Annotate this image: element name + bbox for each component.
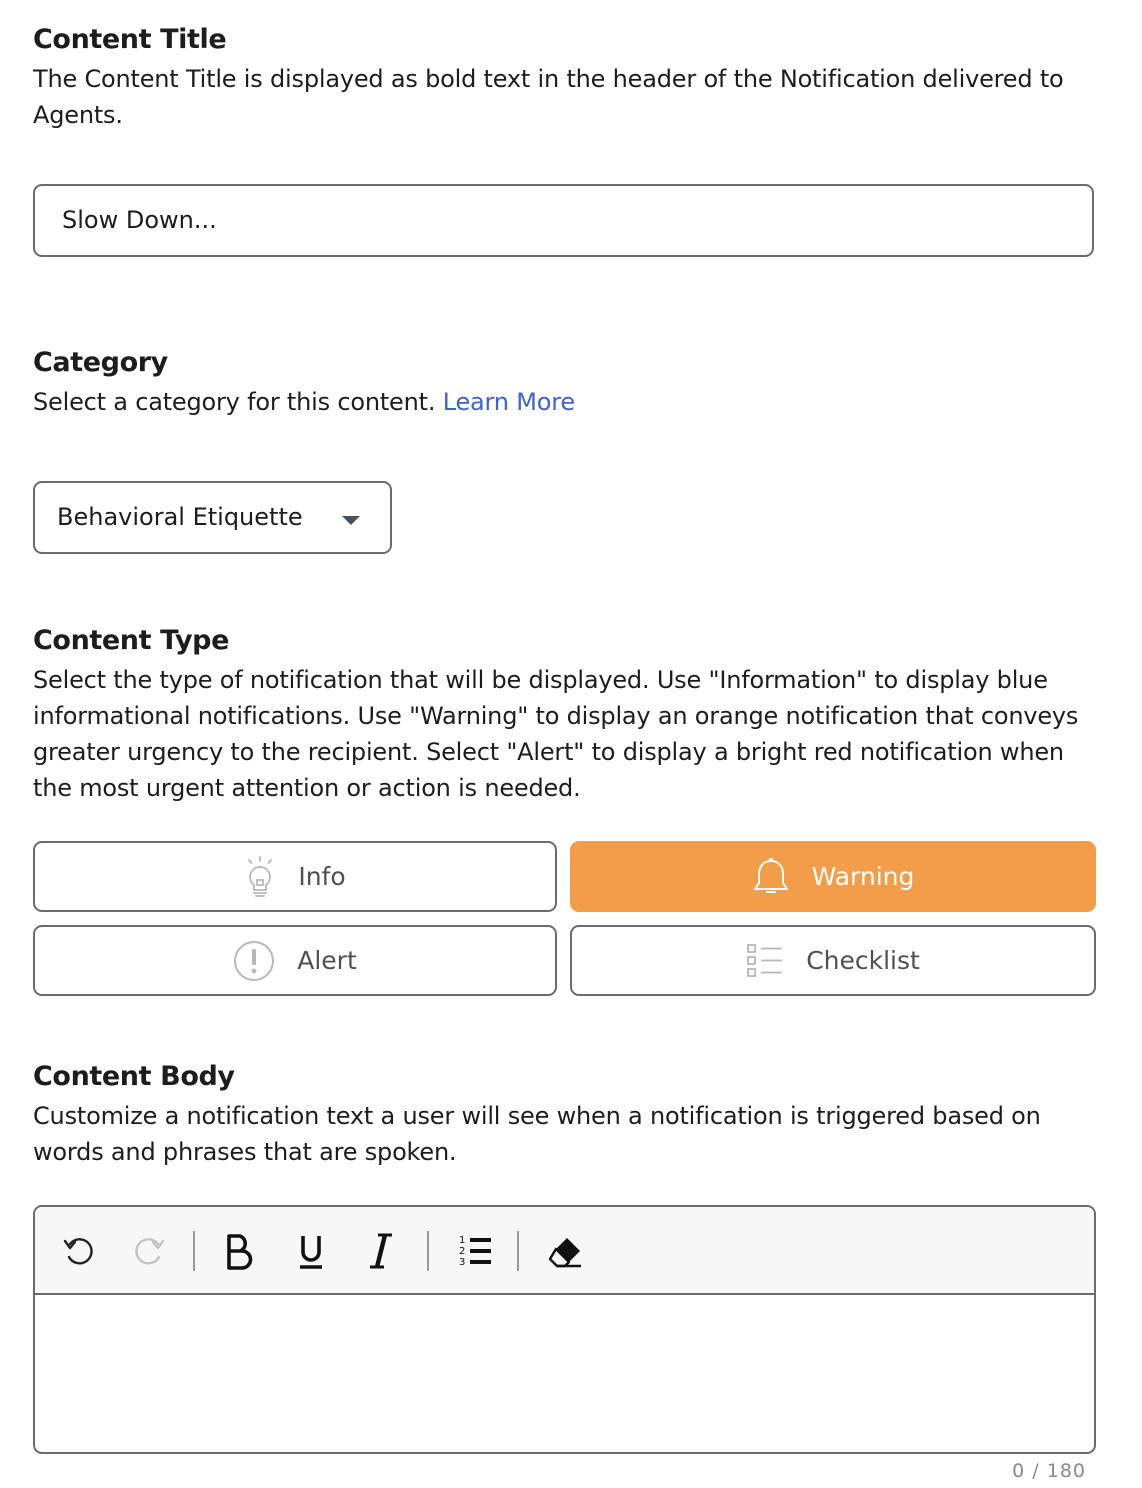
ordered-list-icon[interactable]	[453, 1229, 497, 1273]
content-type-heading: Content Type	[33, 625, 229, 656]
svg-text:2: 2	[459, 1246, 466, 1257]
toolbar-separator	[517, 1231, 519, 1271]
content-type-warning-label: Warning	[811, 862, 915, 891]
bold-icon[interactable]	[217, 1229, 261, 1273]
content-body-editor[interactable]	[33, 1205, 1096, 1454]
caret-down-icon	[342, 516, 360, 525]
character-counter: 0 / 180	[1012, 1460, 1086, 1482]
bell-icon	[752, 857, 790, 897]
learn-more-link[interactable]: Learn More	[442, 388, 575, 416]
toolbar-separator	[193, 1231, 195, 1271]
checklist-icon	[746, 943, 784, 979]
category-select-value: Behavioral Etiquette	[57, 503, 303, 531]
content-type-warning-button[interactable]	[570, 841, 1096, 912]
category-select[interactable]	[33, 481, 392, 554]
content-title-description: The Content Title is displayed as bold text in the header of the Notification delivered to Agents.	[33, 65, 1064, 129]
category-description	[33, 384, 1108, 420]
eraser-icon[interactable]	[543, 1229, 587, 1273]
category-heading: Category	[33, 347, 168, 378]
svg-text:3: 3	[459, 1257, 466, 1268]
content-body-heading: Content Body	[33, 1061, 235, 1092]
undo-icon[interactable]	[57, 1229, 101, 1273]
underline-icon[interactable]	[289, 1229, 333, 1273]
content-type-info-label: Info	[298, 862, 346, 891]
category-description-text: Select a category for this content.	[33, 388, 436, 416]
redo-icon[interactable]	[127, 1229, 171, 1273]
toolbar-separator	[427, 1231, 429, 1271]
lightbulb-icon	[244, 856, 276, 898]
content-body-description: Customize a notification text a user will see when a notification is triggered based on words and phrases that are spoken.	[33, 1102, 1041, 1166]
italic-icon[interactable]	[359, 1229, 403, 1273]
content-title-heading: Content Title	[33, 24, 227, 55]
content-type-info-button[interactable]	[33, 841, 557, 912]
svg-text:1: 1	[459, 1235, 466, 1246]
content-type-checklist-button[interactable]	[570, 925, 1096, 996]
content-type-alert-button[interactable]	[33, 925, 557, 996]
editor-body[interactable]	[35, 1295, 1094, 1454]
exclamation-circle-icon	[233, 940, 275, 982]
editor-toolbar	[35, 1207, 1094, 1295]
content-title-input[interactable]	[33, 184, 1094, 257]
content-title-input-value: Slow Down...	[62, 206, 217, 234]
content-type-alert-label: Alert	[297, 946, 357, 975]
content-type-checklist-label: Checklist	[806, 946, 920, 975]
content-type-description: Select the type of notification that will be displayed. Use "Information" to display blue informational notifications. Use "Warning" to display an orange notification that conveys greater urgency to the recipient. Select "Alert" to display a bright red notification when the most urgent attention or action is needed.	[33, 666, 1079, 802]
